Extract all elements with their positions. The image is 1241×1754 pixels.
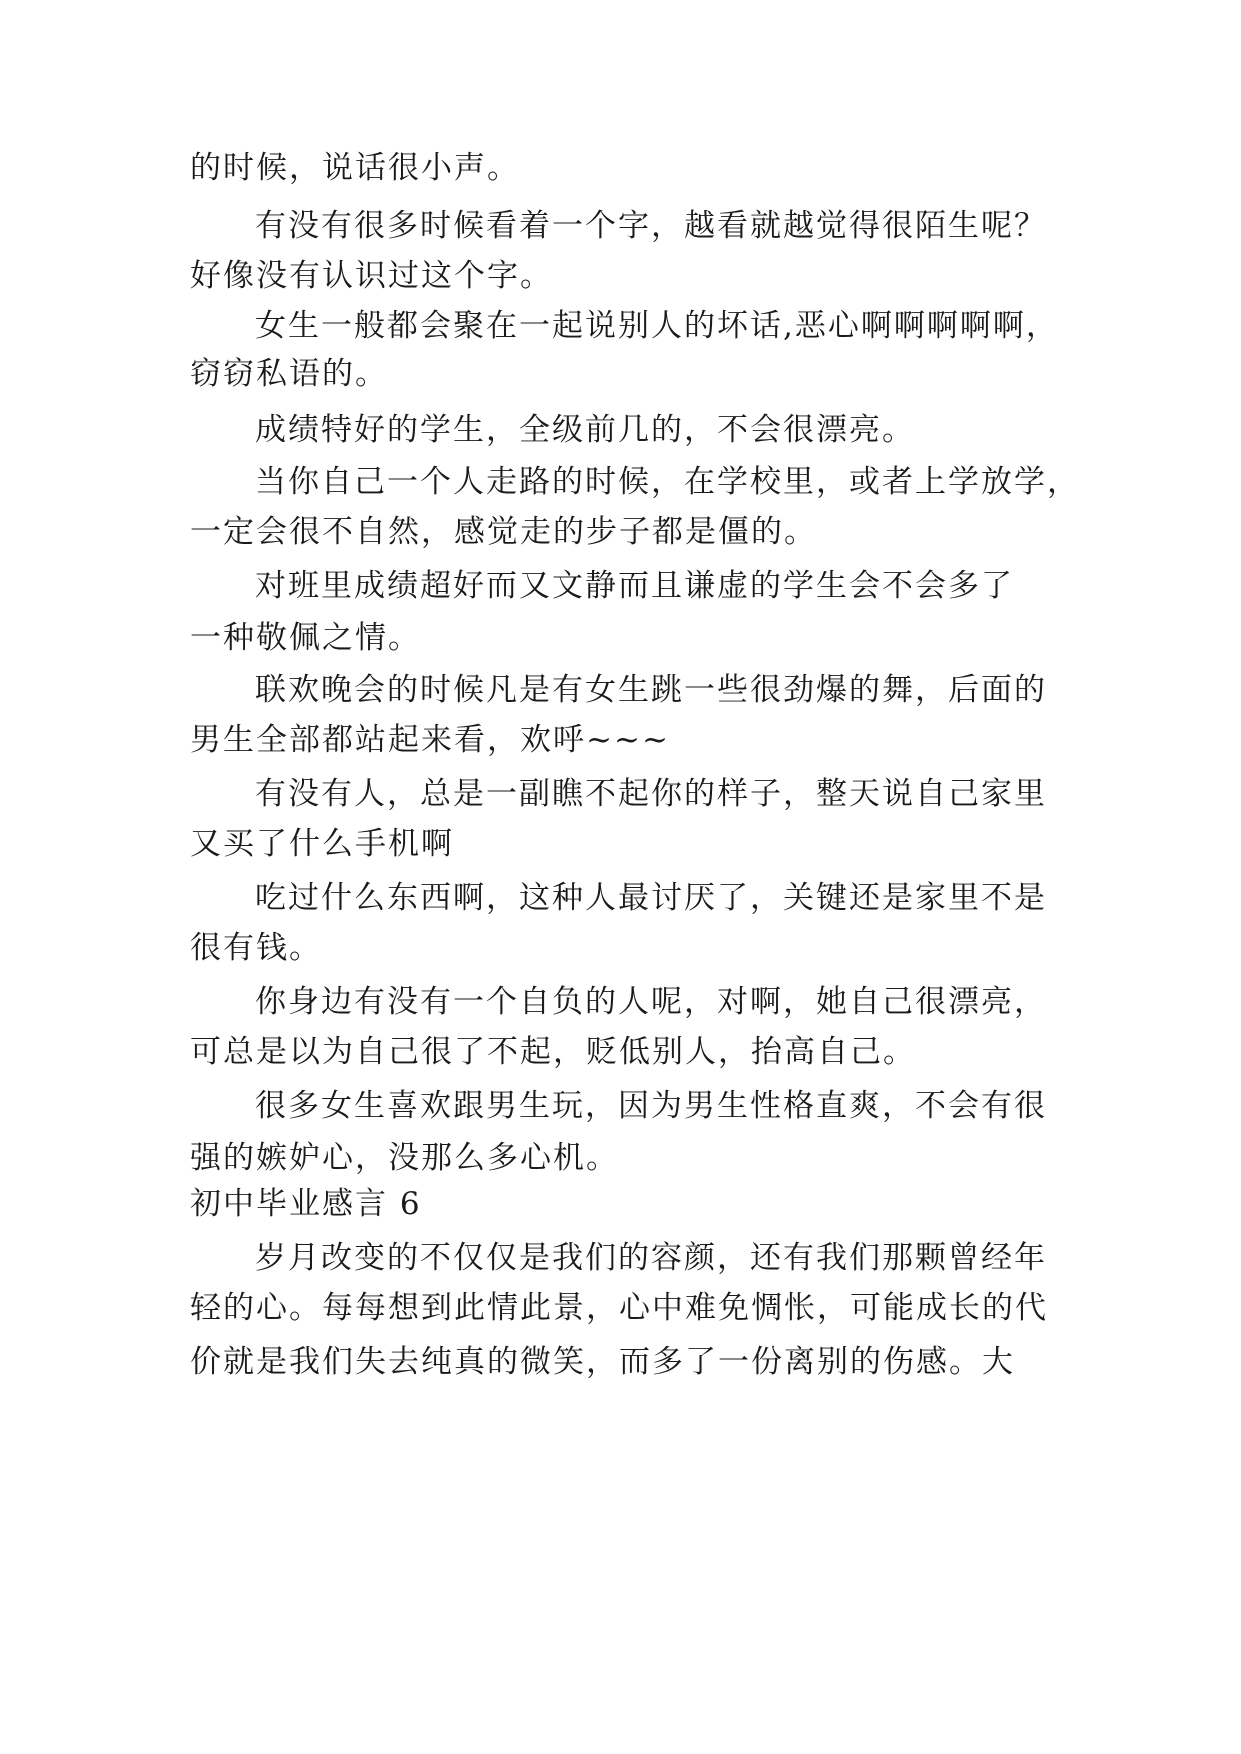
text-line: 岁月改变的不仅仅是我们的容颜，还有我们那颗曾经年: [255, 1240, 1047, 1276]
text-line: 有没有人，总是一副瞧不起你的样子，整天说自己家里: [255, 776, 1047, 812]
section-heading: 初中毕业感言 6: [190, 1186, 422, 1222]
text-line: 一种敬佩之情。: [190, 620, 421, 656]
text-line: 成绩特好的学生，全级前几的，不会很漂亮。: [255, 412, 915, 448]
text-line: 又买了什么手机啊: [190, 826, 454, 862]
text-line: 价就是我们失去纯真的微笑，而多了一份离别的伤感。大: [190, 1344, 1015, 1380]
text-line: 女生一般都会聚在一起说别人的坏话,恶心啊啊啊啊啊，: [255, 308, 1059, 344]
text-line: 当你自己一个人走路的时候，在学校里，或者上学放学，: [255, 464, 1080, 500]
text-line: 强的嫉妒心，没那么多心机。: [190, 1140, 619, 1176]
text-line: 联欢晚会的时候凡是有女生跳一些很劲爆的舞，后面的: [255, 672, 1047, 708]
text-line: 很多女生喜欢跟男生玩，因为男生性格直爽，不会有很: [255, 1088, 1047, 1124]
text-line: 吃过什么东西啊，这种人最讨厌了，关键还是家里不是: [255, 880, 1047, 916]
text-line: 对班里成绩超好而又文静而且谦虚的学生会不会多了: [255, 568, 1014, 604]
text-line: 好像没有认识过这个字。: [190, 258, 553, 294]
text-line: 窃窃私语的。: [190, 356, 388, 392]
text-line: 的时候，说话很小声。: [190, 150, 520, 186]
text-line: 你身边有没有一个自负的人呢，对啊，她自己很漂亮，: [255, 984, 1047, 1020]
text-line: 一定会很不自然，感觉走的步子都是僵的。: [190, 514, 817, 550]
text-line: 很有钱。: [190, 930, 322, 966]
text-line: 有没有很多时候看着一个字，越看就越觉得很陌生呢？: [255, 208, 1047, 244]
text-line: 可总是以为自己很了不起，贬低别人，抬高自己。: [190, 1034, 916, 1070]
text-line: 男生全部都站起来看，欢呼~~~: [190, 722, 670, 758]
text-line: 轻的心。每每想到此情此景，心中难免惆怅，可能成长的代: [190, 1290, 1048, 1326]
